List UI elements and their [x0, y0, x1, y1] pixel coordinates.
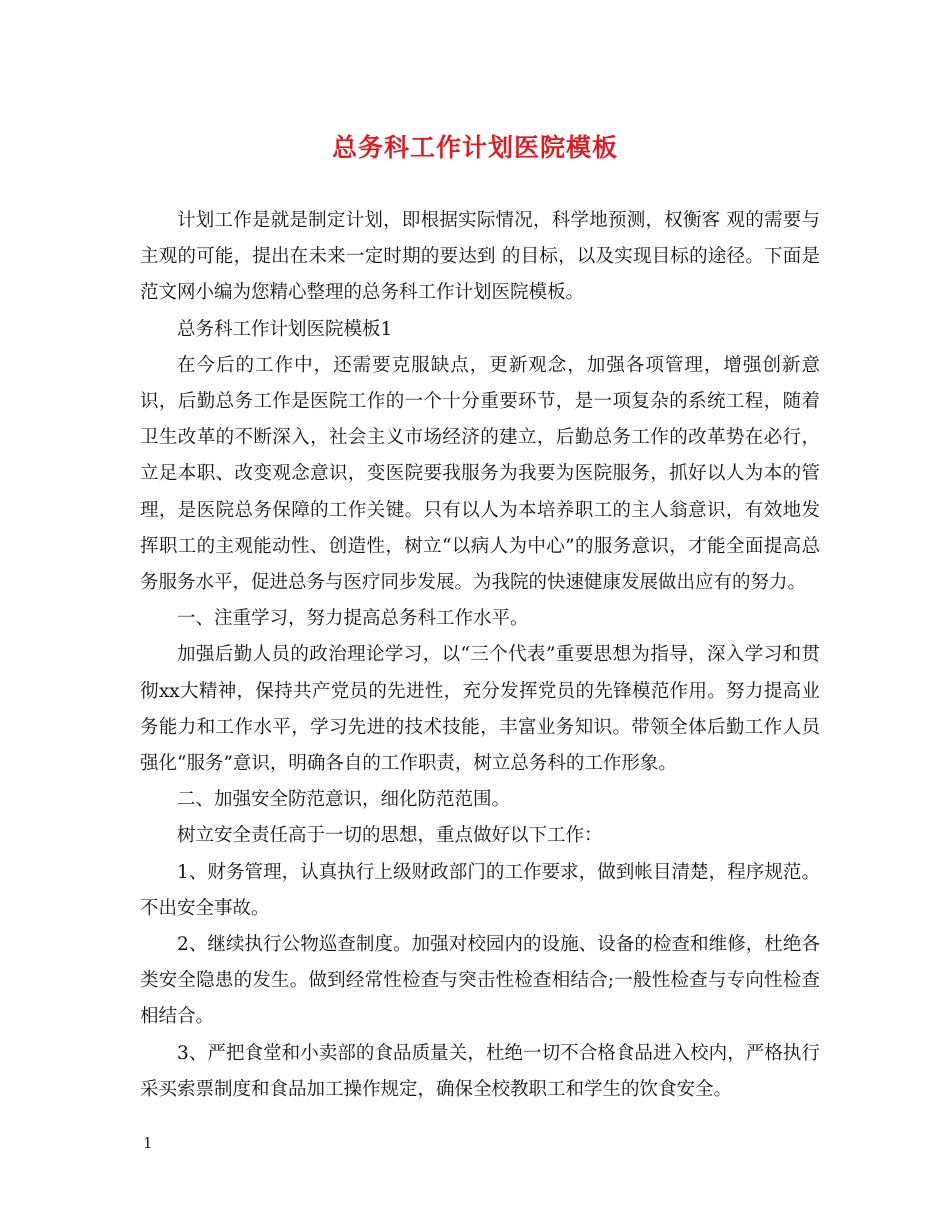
body-paragraph: 加强后勤人员的政治理论学习，以“三个代表”重要思想为指导，深入学习和贯彻xx大精神，保持共产党员的先进性，充分发挥党员的先锋模范作用。努力提高业务能力和工作水平，学习先进的技术技能，丰富业务知识。带领全体后勤工作人员强化“服务”意识，明确各自的工作职责，树立总务科的工作形象。: [140, 644, 820, 775]
list-item-inspection: 2、继续执行公物巡查制度。加强对校园内的设施、设备的检查和维修，杜绝各类安全隐患的发生。做到经常性检查与突击性检查相结合;一般性检查与专向性检查相结合。: [140, 934, 820, 1028]
body-paragraph: 树立安全责任高于一切的思想，重点做好以下工作：: [177, 825, 603, 847]
list-item-food-safety: 3、严把食堂和小卖部的食品质量关，杜绝一切不合格食品进入校内，严格执行采买索票制度和食品加工操作规定，确保全校教职工和学生的饮食安全。: [140, 1042, 820, 1100]
section-heading-study: 一、注重学习，努力提高总务科工作水平。: [177, 608, 529, 630]
page-number: 1: [143, 1134, 153, 1152]
document-title: 总务科工作计划医院模板: [331, 133, 618, 162]
list-item-finance: 1、财务管理，认真执行上级财政部门的工作要求，做到帐目清楚，程序规范。不出安全事故。: [140, 861, 820, 919]
document-body: [140, 203, 820, 1108]
intro-paragraph: 计划工作是就是制定计划，即根据实际情况，科学地预测，权衡客 观的需要与主观的可能，提出在未来一定时期的要达到 的目标，以及实现目标的途径。下面是范文网小编为您精心整理的总务科工作计划医院模板。: [140, 210, 820, 304]
body-paragraph: 在今后的工作中，还需要克服缺点，更新观念，加强各项管理，增强创新意识，后勤总务工作是医院工作的一个十分重要环节，是一项复杂的系统工程，随着卫生改革的不断深入，社会主义市场经济的建立，后勤总务工作的改革势在必行，立足本职、改变观念意识，变医院要我服务为我要为医院服务，抓好以人为本的管理，是医院总务保障的工作关键。只有以人为本培养职工的主人翁意识，有效地发挥职工的主观能动性、创造性，树立“以病人为中心”的服务意识，才能全面提高总务服务水平，促进总务与医疗同步发展。为我院的快速健康发展做出应有的努力。: [140, 354, 820, 594]
section-heading-safety: 二、加强安全防范意识，细化防范范围。: [177, 789, 511, 811]
section-heading-template-1: 总务科工作计划医院模板1: [177, 318, 393, 340]
